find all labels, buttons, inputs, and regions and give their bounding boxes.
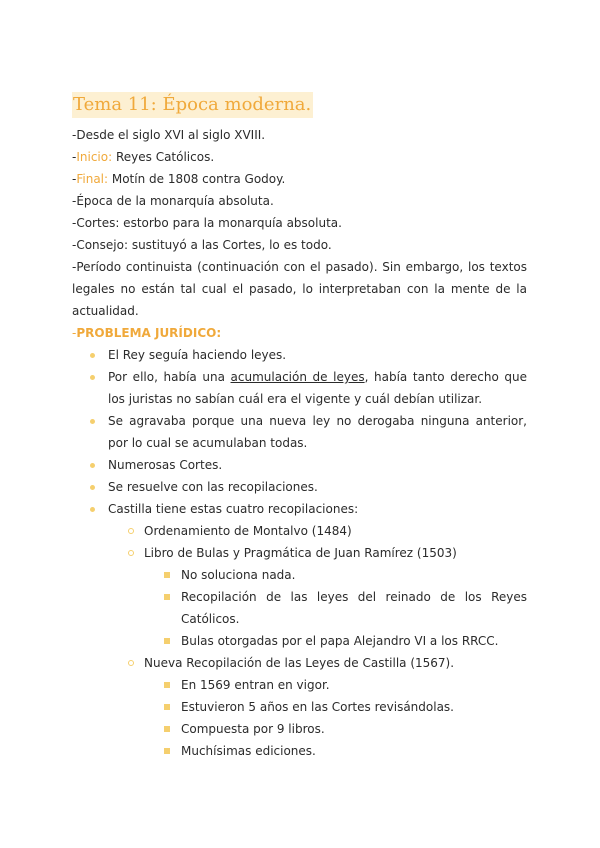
list-item: Numerosas Cortes. (72, 454, 527, 476)
list-item: Bulas otorgadas por el papa Alejandro VI a los RRCC. (72, 630, 527, 652)
list-item: Estuvieron 5 años en las Cortes revisándolas. (72, 696, 527, 718)
dash: - (72, 150, 77, 164)
text-line: -Consejo: sustituyó a las Cortes, lo es todo. (72, 238, 332, 252)
document-page (72, 92, 527, 762)
list-item: Ordenamiento de Montalvo (1484) (72, 520, 527, 542)
text-line: -Cortes: estorbo para la monarquía absoluta. (72, 216, 342, 230)
sub-sub-list (72, 674, 527, 762)
text-paragraph: -Período continuista (continuación con el pasado). Sin embargo, los textos legales no están tal cual el pasado, lo interpretaban con la mente de la actualidad. (72, 260, 527, 318)
list-item: No soluciona nada. (72, 564, 527, 586)
text-line (72, 146, 527, 168)
list-item: Nueva Recopilación de las Leyes de Castilla (1567). (72, 652, 527, 674)
list-item-text: , había tanto derecho que los juristas no sabían cuál era el vigente y cuál debían utilizar. (108, 370, 528, 406)
problema-label: PROBLEMA JURÍDICO: (76, 326, 222, 340)
sub-sub-list (72, 564, 527, 652)
bullet-list (72, 344, 527, 520)
list-item: Se resuelve con las recopilaciones. (72, 476, 527, 498)
final-label: Final: (76, 172, 109, 186)
text-line (72, 168, 527, 190)
section-heading (72, 322, 527, 344)
underlined-text: acumulación de leyes (230, 370, 365, 384)
sub-list (72, 520, 527, 564)
list-item: Muchísimas ediciones. (72, 740, 527, 762)
list-item: Recopilación de las leyes del reinado de los Reyes Católicos. (72, 586, 527, 630)
list-item: Castilla tiene estas cuatro recopilaciones: (72, 498, 527, 520)
list-item (72, 366, 527, 410)
dash: - (72, 326, 77, 340)
list-item: En 1569 entran en vigor. (72, 674, 527, 696)
text-line: -Época de la monarquía absoluta. (72, 194, 274, 208)
final-text: Motín de 1808 contra Godoy. (108, 172, 286, 186)
list-item: El Rey seguía haciendo leyes. (72, 344, 527, 366)
list-item: Compuesta por 9 libros. (72, 718, 527, 740)
list-item-text: Por ello, había una (108, 370, 231, 384)
inicio-text: Reyes Católicos. (112, 150, 215, 164)
dash: - (72, 172, 77, 186)
list-item: Libro de Bulas y Pragmática de Juan Ramírez (1503) (72, 542, 527, 564)
list-item: Se agravaba porque una nueva ley no derogaba ninguna anterior, por lo cual se acumulaban todas. (72, 410, 527, 454)
text-line: -Desde el siglo XVI al siglo XVIII. (72, 128, 266, 142)
page-title: Tema 11: Época moderna. (72, 92, 313, 118)
sub-list (72, 652, 527, 674)
inicio-label: Inicio: (76, 150, 113, 164)
